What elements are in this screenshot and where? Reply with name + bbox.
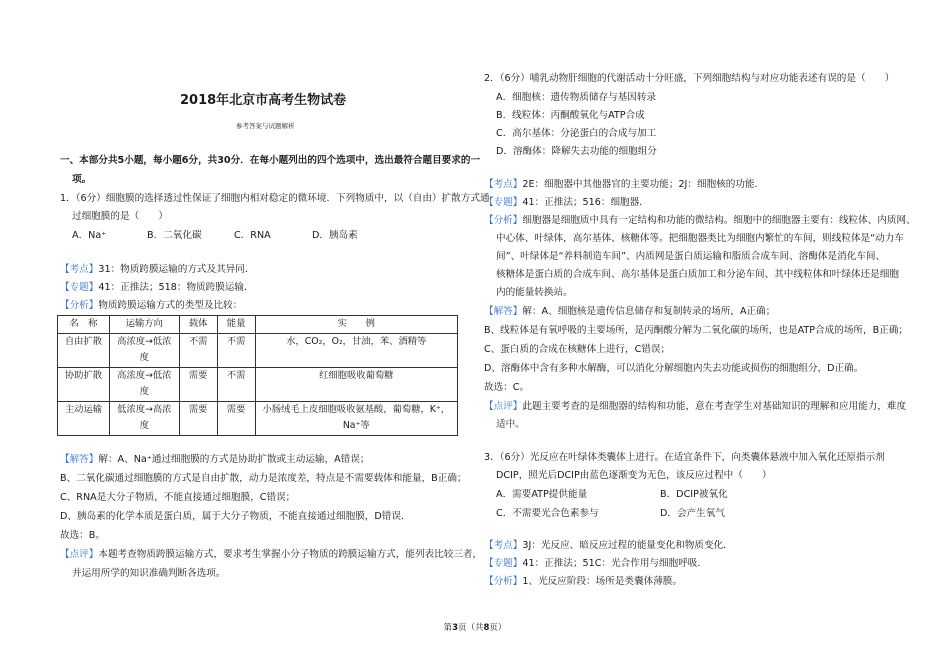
q1-stem-line1: 1．（6分）细胞膜的选择透过性保证了细胞内相对稳定的微环境．下列物质中，以（自由）扩散方式通 bbox=[60, 193, 490, 204]
q1-dianping bbox=[60, 546, 482, 564]
table-cell: 水，CO₂，O₂，甘油，苯、酒精等 bbox=[255, 333, 457, 367]
q2-dianping bbox=[484, 398, 906, 416]
q2-answer: 故选：C。 bbox=[484, 382, 530, 393]
table-cell: 主动运输 bbox=[58, 401, 110, 435]
q1-jieda-tag: 【解答】 bbox=[60, 454, 99, 465]
q1-dianping-line2: 并运用所学的知识准确判断各选项。 bbox=[72, 568, 226, 579]
q2-kaodian bbox=[484, 176, 764, 194]
q2-zhuanti bbox=[484, 194, 649, 212]
table-cell: 协助扩散 bbox=[58, 367, 110, 401]
q3-stem-line1: 3．（6分）光反应在叶绿体类囊体上进行。在适宜条件下，向类囊体悬液中加入氧化还原指示剂 bbox=[484, 452, 885, 463]
table-header-cell: 载体 bbox=[179, 316, 217, 334]
q2-jieda bbox=[484, 303, 775, 321]
q2-zhuanti-tag: 【专题】 bbox=[484, 197, 523, 208]
q1-dianping-tag: 【点评】 bbox=[60, 549, 99, 560]
section-heading: 一、本部分共5小题，每小题6分，共30分．在每小题列出的四个选项中，选出最符合题目要求的一 bbox=[60, 155, 481, 166]
q2-kaodian-text: 2E：细胞器中其他器官的主要功能；2J：细胞核的功能． bbox=[522, 179, 765, 190]
q2-jieda-tag: 【解答】 bbox=[484, 306, 523, 317]
q2-kaodian-tag: 【考点】 bbox=[484, 179, 523, 190]
q2-jieda-c: C、蛋白质的合成在核糖体上进行，C错误； bbox=[484, 344, 671, 355]
table-header-cell: 实 例 bbox=[255, 316, 457, 334]
table-cell: 自由扩散 bbox=[58, 333, 110, 367]
q2-fenxi-tag: 【分析】 bbox=[484, 215, 523, 226]
q2-option-a: A．细胞核：遗传物质储存与基因转录 bbox=[496, 92, 657, 103]
table-cell: 小肠绒毛上皮细胞吸收氨基酸，葡萄糖，K⁺，Na⁺等 bbox=[255, 401, 457, 435]
section-heading-cont: 项。 bbox=[72, 174, 92, 185]
table-cell: 需要 bbox=[179, 401, 217, 435]
q1-zhuanti bbox=[60, 279, 254, 297]
q1-jieda bbox=[60, 451, 369, 469]
q1-fenxi bbox=[60, 297, 242, 315]
q2-jieda-d: D、溶酶体中含有多种水解酶，可以消化分解细胞内失去功能或损伤的细胞组分，D正确。 bbox=[484, 363, 864, 374]
q3-option-d: D．会产生氧气 bbox=[660, 508, 725, 519]
q2-stem: 2．（6分）哺乳动物肝细胞的代谢活动十分旺盛，下列细胞结构与对应功能表述有误的是（ ） bbox=[484, 73, 895, 84]
q1-stem-line2: 过细胞膜的是（ ） bbox=[72, 211, 168, 222]
q1-jieda-c: C、RNA是大分子物质，不能直接通过细胞膜，C错误； bbox=[60, 492, 296, 503]
q2-dianping-line1: 此题主要考查的是细胞器的结构和功能，意在考查学生对基础知识的理解和应用能力，难度 bbox=[522, 401, 907, 412]
q2-fenxi bbox=[484, 212, 916, 230]
q3-stem-line2: DCIP，照光后DCIP由蓝色逐渐变为无色，该反应过程中（ ） bbox=[496, 470, 772, 481]
table-cell: 不需 bbox=[217, 333, 255, 367]
q3-option-c: C．不需要光合色素参与 bbox=[496, 508, 599, 519]
q1-jieda-b: B、二氧化碳通过细胞膜的方式是自由扩散，动力是浓度差，特点是不需要载体和能量，B正确； bbox=[60, 473, 467, 484]
table-cell: 不需 bbox=[179, 333, 217, 367]
page-footer bbox=[0, 620, 950, 638]
q1-answer: 故选：B。 bbox=[60, 530, 105, 541]
transport-table bbox=[57, 315, 458, 436]
footer-prefix: 第 bbox=[443, 623, 453, 633]
q2-option-c: C．高尔基体：分泌蛋白的合成与加工 bbox=[496, 128, 657, 139]
q3-fenxi bbox=[484, 573, 682, 591]
q2-option-d: D．溶酶体：降解失去功能的细胞组分 bbox=[496, 146, 657, 157]
q1-option-a: A．Na⁺ bbox=[72, 230, 107, 241]
q1-kaodian bbox=[60, 261, 255, 279]
table-cell: 需要 bbox=[179, 367, 217, 401]
q3-fenxi-text: 1、光反应阶段：场所是类囊体薄膜。 bbox=[522, 576, 682, 587]
q1-zhuanti-text: 41：正推法；518：物质跨膜运输． bbox=[98, 282, 254, 293]
q3-zhuanti-text: 41：正推法；51C：光合作用与细胞呼吸． bbox=[522, 558, 707, 569]
q2-fenxi-line5: 内的能量转换站。 bbox=[496, 287, 573, 298]
q3-kaodian-tag: 【考点】 bbox=[484, 540, 523, 551]
table-cell: 低浓度→高浓度 bbox=[109, 401, 179, 435]
q2-dianping-tag: 【点评】 bbox=[484, 401, 523, 412]
q3-zhuanti bbox=[484, 555, 707, 573]
table-cell: 需要 bbox=[217, 401, 255, 435]
q1-jieda-a: 解：A、Na⁺通过细胞膜的方式是协助扩散或主动运输，A错误； bbox=[98, 454, 370, 465]
q2-zhuanti-text: 41：正推法；516：细胞器． bbox=[522, 197, 649, 208]
q2-jieda-b: B、线粒体是有氧呼吸的主要场所，是丙酮酸分解为二氧化碳的场所，也是ATP合成的场所，B正确； bbox=[484, 325, 908, 336]
q2-fenxi-line3: 间”、叶绿体是“养料制造车间”、内质网是蛋白质运输和脂质合成车间、溶酶体是消化车间、 bbox=[496, 251, 886, 262]
q2-option-b: B．线粒体：丙酮酸氧化与ATP合成 bbox=[496, 110, 645, 121]
table-cell: 高浓度→低浓度 bbox=[109, 367, 179, 401]
q3-option-b: B．DCIP被氧化 bbox=[660, 489, 728, 500]
q1-kaodian-text: 31：物质跨膜运输的方式及其异同． bbox=[98, 264, 255, 275]
table-row bbox=[58, 367, 458, 401]
footer-suffix: 页） bbox=[489, 623, 507, 633]
table-header-cell: 名 称 bbox=[58, 316, 110, 334]
q3-zhuanti-tag: 【专题】 bbox=[484, 558, 523, 569]
page-title: 2018年北京市高考生物试卷 bbox=[180, 93, 347, 108]
q1-fenxi-tag: 【分析】 bbox=[60, 300, 99, 311]
q3-kaodian-text: 3J：光反应、暗反应过程的能量变化和物质变化． bbox=[522, 540, 733, 551]
q3-option-a: A．需要ATP提供能量 bbox=[496, 489, 588, 500]
table-cell: 高浓度→低浓度 bbox=[109, 333, 179, 367]
q1-option-d: D．胰岛素 bbox=[312, 230, 358, 241]
footer-mid: 页（共 bbox=[457, 623, 484, 633]
q2-fenxi-line1: 细胞器是细胞质中具有一定结构和功能的微结构。细胞中的细胞器主要有：线粒体、内质网、 bbox=[522, 215, 916, 226]
q3-fenxi-tag: 【分析】 bbox=[484, 576, 523, 587]
q2-fenxi-line4: 核糖体是蛋白质的合成车间、高尔基体是蛋白质加工和分泌车间、其中线粒体和叶绿体还是细胞 bbox=[496, 269, 899, 280]
table-row bbox=[58, 401, 458, 435]
q1-option-b: B．二氧化碳 bbox=[147, 230, 202, 241]
q1-fenxi-text: 物质跨膜运输方式的类型及比较： bbox=[98, 300, 243, 311]
q2-jieda-a: 解：A、细胞核是遗传信息储存和复制转录的场所，A正确； bbox=[522, 306, 776, 317]
table-row bbox=[58, 333, 458, 367]
q1-option-c: C．RNA bbox=[234, 230, 271, 241]
footer-page-number: 3 bbox=[452, 623, 458, 633]
q1-kaodian-tag: 【考点】 bbox=[60, 264, 99, 275]
q2-dianping-line2: 适中。 bbox=[496, 419, 525, 430]
table-header-row bbox=[58, 316, 458, 334]
table-header-cell: 运输方向 bbox=[109, 316, 179, 334]
q1-jieda-d: D、胰岛素的化学本质是蛋白质，属于大分子物质，不能直接通过细胞膜，D错误． bbox=[60, 511, 411, 522]
table-cell: 不需 bbox=[217, 367, 255, 401]
q1-zhuanti-tag: 【专题】 bbox=[60, 282, 99, 293]
page-subtitle: 参考答案与试题解析 bbox=[236, 122, 295, 130]
q3-kaodian bbox=[484, 537, 733, 555]
q2-fenxi-line2: 中心体、叶绿体，高尔基体、核糖体等。把细胞器类比为细胞内繁忙的车间，则线粒体是“动力车 bbox=[496, 233, 904, 244]
q1-dianping-line1: 本题考查物质跨膜运输方式，要求考生掌握小分子物质的跨膜运输方式，能列表比较三者， bbox=[98, 549, 483, 560]
table-cell: 红细胞吸收葡萄糖 bbox=[255, 367, 457, 401]
table-header-cell: 能量 bbox=[217, 316, 255, 334]
footer-total-pages: 8 bbox=[483, 623, 490, 633]
